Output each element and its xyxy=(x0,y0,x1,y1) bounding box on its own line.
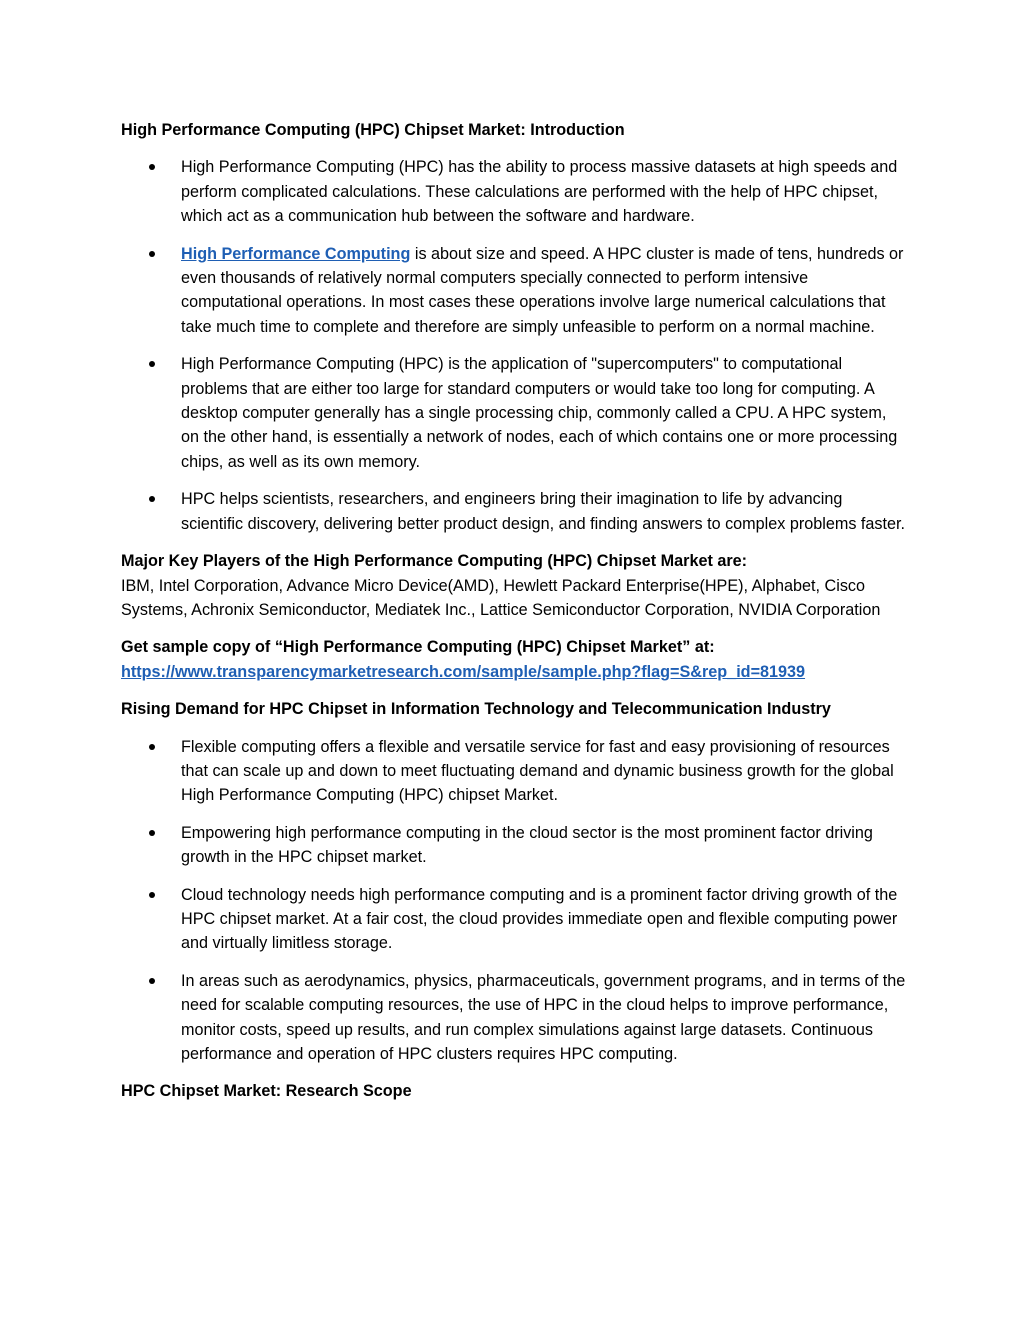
bullet-icon xyxy=(149,892,155,898)
bullet-icon xyxy=(149,496,155,502)
sample-link-line xyxy=(121,660,907,684)
bullet-icon xyxy=(149,830,155,836)
intro-bullet-list xyxy=(121,155,907,536)
bullet-text: Flexible computing offers a flexible and versatile service for fast and easy provisioning of resources that can scale up and down to meet fluctuating demand and dynamic business growth for the global High Performance Computing (HPC) chipset Market. xyxy=(181,737,894,805)
hpc-link[interactable]: High Performance Computing xyxy=(181,244,411,263)
list-item xyxy=(121,883,907,956)
intro-heading: High Performance Computing (HPC) Chipset Market: Introduction xyxy=(121,121,625,139)
sample-heading: Get sample copy of “High Performance Computing (HPC) Chipset Market” at: xyxy=(121,638,715,657)
players-heading: Major Key Players of the High Performance Computing (HPC) Chipset Market are: xyxy=(121,552,748,571)
list-item xyxy=(121,155,907,228)
demand-heading: Rising Demand for HPC Chipset in Information Technology and Telecommunication Industry xyxy=(121,700,831,719)
list-item xyxy=(121,969,907,1067)
bullet-icon xyxy=(149,744,155,750)
scope-heading: HPC Chipset Market: Research Scope xyxy=(121,1082,412,1101)
bullet-text: High Performance Computing (HPC) has the ability to process massive datasets at high speeds and perform complicated calculations. These calculations are performed with the help of HPC chipset, which act as a communication hub between the software and hardware. xyxy=(181,158,898,226)
bullet-icon xyxy=(149,361,155,367)
bullet-icon xyxy=(149,978,155,984)
list-item xyxy=(121,242,907,340)
bullet-text: HPC helps scientists, researchers, and engineers bring their imagination to life by advancing scientific discovery, delivering better product design, and finding answers to complex problems faster. xyxy=(181,490,906,533)
bullet-text: High Performance Computing (HPC) is the application of "supercomputers" to computational problems that are either too large for standard computers or would take too long for computing. A desktop computer generally has a single processing chip, commonly called a CPU. A HPC system, on the other hand, is essentially a network of nodes, each of which contains one or more processing chips, as well as its own memory. xyxy=(181,355,898,471)
bullet-icon xyxy=(149,251,155,257)
bullet-icon xyxy=(149,164,155,170)
bullet-text: Cloud technology needs high performance computing and is a prominent factor driving growth of the HPC chipset market. At a fair cost, the cloud provides immediate open and flexible computing power and virtually limitless storage. xyxy=(181,885,898,953)
bullet-text: In areas such as aerodynamics, physics, pharmaceuticals, government programs, and in terms of the need for scalable computing resources, the use of HPC in the cloud helps to improve performance, monitor costs, speed up results, and run complex simulations against large datasets. Continuous performance and operation of HPC clusters requires HPC computing. xyxy=(181,971,906,1063)
bullet-text: Empowering high performance computing in the cloud sector is the most prominent factor driving growth in the HPC chipset market. xyxy=(181,823,873,867)
list-item xyxy=(121,821,907,870)
players-text: IBM, Intel Corporation, Advance Micro Device(AMD), Hewlett Packard Enterprise(HPE), Alphabet, Cisco Systems, Achronix Semiconductor, Mediatek Inc., Lattice Semiconductor Corporation, NVIDIA Corporation xyxy=(121,576,881,619)
list-item xyxy=(121,487,907,536)
demand-bullet-list xyxy=(121,735,907,1067)
list-item xyxy=(121,735,907,808)
sample-url-link[interactable]: https://www.transparencymarketresearch.com/sample/sample.php?flag=S&rep_id=81939 xyxy=(121,662,806,681)
bullet-text: is about size and speed. A HPC cluster is made of tens, hundreds or even thousands of relatively normal computers specially connected to perform intensive computational operations. In most cases these operations involve large numerical calculations that take much time to complete and therefore are simply unfeasible to perform on a normal machine. xyxy=(181,244,904,336)
list-item xyxy=(121,352,907,474)
document-page xyxy=(121,118,907,1104)
